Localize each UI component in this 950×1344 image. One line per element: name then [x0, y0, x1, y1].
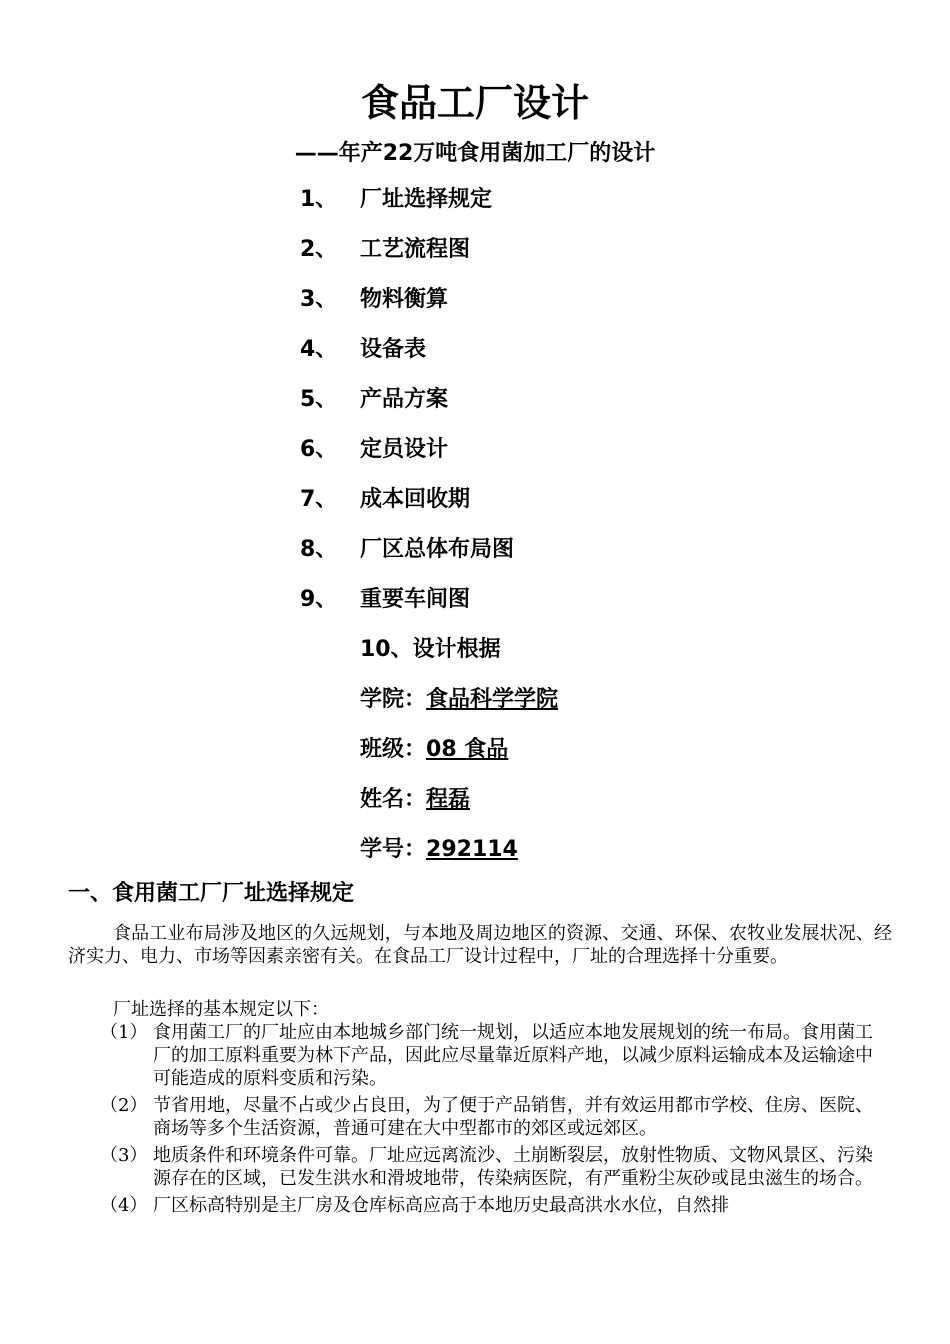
toc-item-number: 1、: [300, 187, 338, 212]
toc-item-label: 厂区总体布局图: [360, 537, 515, 562]
toc-item-number: 6、: [300, 437, 338, 462]
list-item: [100, 1094, 890, 1140]
list-item-number: （4）: [100, 1195, 148, 1216]
college-line: [300, 682, 558, 732]
section-heading: 一、食用菌工厂厂址选择规定: [68, 881, 355, 906]
toc-item-number: 4、: [300, 337, 338, 362]
student-id-label: 学号：: [360, 837, 427, 862]
toc-item-label: 产品方案: [360, 387, 449, 412]
toc-item: [300, 582, 558, 632]
toc-item-label: 物料衡算: [360, 287, 449, 312]
toc-item: [300, 532, 558, 582]
table-of-contents: [300, 182, 558, 882]
toc-item-label: 厂址选择规定: [360, 187, 493, 212]
college-value: 食品科学学院: [426, 687, 559, 712]
intro-paragraph: 食品工业布局涉及地区的久远规划，与本地及周边地区的资源、交通、环保、农牧业发展状况、经济实力、电力、市场等因素亲密有关。在食品工厂设计过程中，厂址的合理选择十分重要。: [68, 923, 892, 967]
requirements-intro: 厂址选择的基本规定以下：: [113, 999, 329, 1020]
toc-item-10: 10、设计根据: [360, 637, 501, 662]
college-label: 学院：: [360, 687, 427, 712]
requirements-list: [100, 1021, 890, 1221]
toc-item-number: 3、: [300, 287, 338, 312]
list-item-number: （2）: [100, 1095, 148, 1116]
list-item-text: 食用菌工厂的厂址应由本地城乡部门统一规划，以适应本地发展规划的统一布局。食用菌工厂的加工原料重要为林下产品，因此应尽量靠近原料产地，以减少原料运输成本及运输途中可能造成的原料变质和污染。: [153, 1022, 873, 1089]
toc-item: [300, 332, 558, 382]
list-item-text: 厂区标高特别是主厂房及仓库标高应高于本地历史最高洪水水位，自然排: [153, 1195, 729, 1216]
list-item-text: 节省用地，尽量不占或少占良田，为了便于产品销售，并有效运用都市学校、住房、医院、商场等多个生活资源，普通可建在大中型都市的郊区或远郊区。: [153, 1095, 873, 1139]
toc-item: [300, 482, 558, 532]
student-id-value: 292114: [426, 837, 518, 862]
list-item-number: （3）: [100, 1145, 148, 1166]
class-line: [300, 732, 558, 782]
toc-item-number: 5、: [300, 387, 338, 412]
document-subtitle: ——年产22万吨食用菌加工厂的设计: [294, 141, 656, 166]
toc-item-label: 重要车间图: [360, 587, 471, 612]
list-item: [100, 1194, 890, 1217]
student-id-line: [300, 832, 558, 882]
toc-item-label: 成本回收期: [360, 487, 471, 512]
list-item: [100, 1144, 890, 1190]
toc-item-number: 7、: [300, 487, 338, 512]
toc-item-label: 定员设计: [360, 437, 449, 462]
class-value: 08 食品: [426, 737, 509, 762]
toc-item: [300, 232, 558, 282]
toc-item: [300, 382, 558, 432]
toc-item-number: 2、: [300, 237, 338, 262]
toc-item-label: 工艺流程图: [360, 237, 471, 262]
class-label: 班级：: [360, 737, 427, 762]
toc-item-number: 9、: [300, 587, 338, 612]
list-item-number: （1）: [100, 1022, 148, 1043]
list-item-text: 地质条件和环境条件可靠。厂址应远离流沙、土崩断裂层，放射性物质、文物风景区、污染源存在的区域，已发生洪水和滑坡地带，传染病医院，有严重粉尘灰砂或昆虫滋生的场合。: [153, 1145, 873, 1189]
toc-item-label: 设备表: [360, 337, 427, 362]
toc-item-number: 8、: [300, 537, 338, 562]
toc-item: [300, 182, 558, 232]
document-title: 食品工厂设计: [360, 81, 589, 125]
name-value: 程磊: [426, 787, 471, 812]
toc-item: [300, 282, 558, 332]
name-label: 姓名：: [360, 787, 427, 812]
list-item: [100, 1021, 890, 1090]
name-line: [300, 782, 558, 832]
toc-item: [300, 432, 558, 482]
